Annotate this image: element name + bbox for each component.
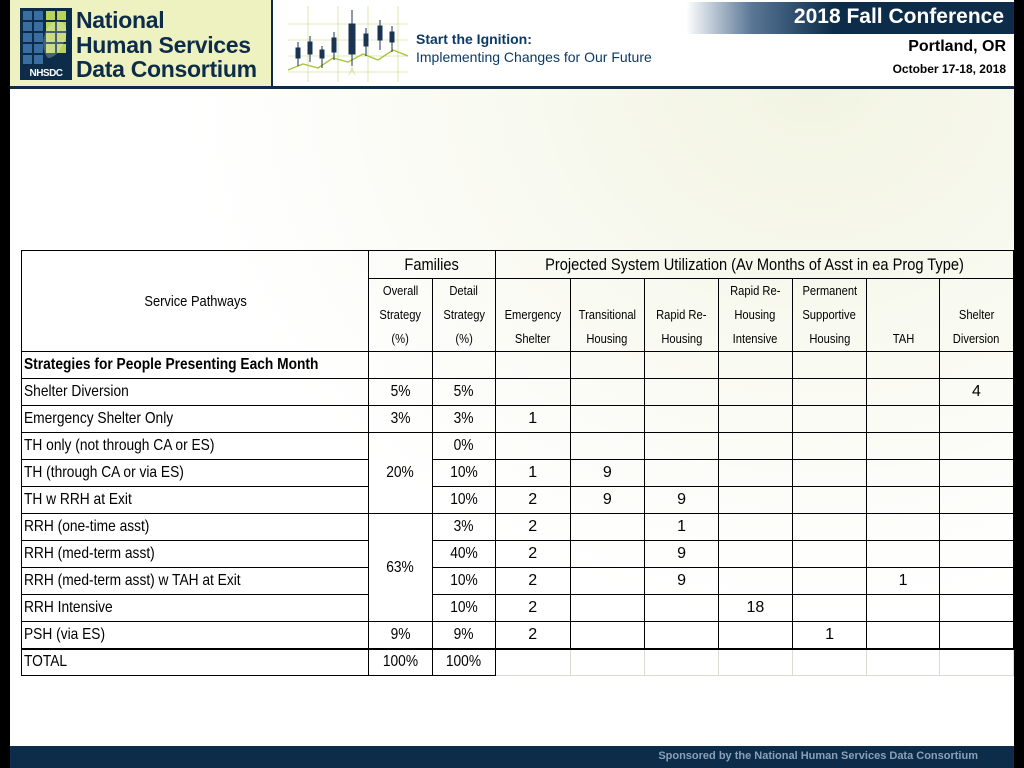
utilization-cell-sd (939, 541, 1013, 568)
utilization-cell-psh (792, 568, 866, 595)
utilization-cell-rrhi (718, 568, 792, 595)
table-row (22, 379, 1014, 406)
col-permanent-supportive-housing: Permanent Supportive Housing (792, 279, 866, 352)
utilization-cell-rrh (645, 406, 719, 433)
detail-strategy-cell: 10% (432, 568, 495, 595)
total-empty-cell (792, 649, 866, 676)
utilization-table (21, 250, 1014, 676)
utilization-cell-sd (939, 595, 1013, 622)
detail-strategy-cell: 10% (432, 460, 495, 487)
table-row (22, 487, 1014, 514)
utilization-cell-rrhi (718, 514, 792, 541)
utilization-cell-sd (939, 622, 1013, 649)
table-body (22, 352, 1014, 676)
families-header: Families (369, 251, 496, 279)
tagline-subtitle: Implementing Changes for Our Future (416, 49, 652, 65)
col-overall-strategy: Overall Strategy (%) (369, 279, 432, 352)
utilization-cell-tah (867, 433, 940, 460)
utilization-cell-tah (867, 379, 940, 406)
utilization-cell-th (570, 433, 645, 460)
utilization-cell-tah: 1 (867, 568, 940, 595)
table-row (22, 595, 1014, 622)
col-shelter-diversion: Shelter Diversion (939, 279, 1013, 352)
utilization-cell-th (570, 595, 645, 622)
utilization-cell-rrhi (718, 622, 792, 649)
total-empty-cell (495, 649, 570, 676)
utilization-cell-tah (867, 460, 940, 487)
section-label: Strategies for People Presenting Each Month (22, 352, 369, 379)
utilization-cell-sd (939, 487, 1013, 514)
utilization-cell-tah (867, 622, 940, 649)
utilization-cell-tah (867, 514, 940, 541)
section-row (22, 352, 1014, 379)
utilization-cell-tah (867, 595, 940, 622)
utilization-cell-psh (792, 379, 866, 406)
conference-city: Portland, OR (908, 38, 1006, 55)
slide (10, 0, 1014, 768)
tagline-title: Start the Ignition: (416, 31, 532, 47)
total-empty-cell (570, 649, 645, 676)
pathway-label: RRH Intensive (22, 595, 369, 622)
conference-title: 2018 Fall Conference (793, 5, 1004, 28)
utilization-cell-psh (792, 541, 866, 568)
utilization-cell-psh (792, 433, 866, 460)
detail-strategy-cell: 3% (432, 514, 495, 541)
pathway-label: TH (through CA or via ES) (22, 460, 369, 487)
utilization-cell-rrhi (718, 379, 792, 406)
detail-strategy-cell: 10% (432, 595, 495, 622)
pathway-label: RRH (med-term asst) (22, 541, 369, 568)
total-detail: 100% (432, 649, 495, 676)
col-tah: TAH (867, 279, 940, 352)
utilization-cell-rrh (645, 595, 719, 622)
detail-strategy-cell: 10% (432, 487, 495, 514)
utilization-cell-th (570, 541, 645, 568)
pathway-label: RRH (med-term asst) w TAH at Exit (22, 568, 369, 595)
overall-strategy-cell: 5% (369, 379, 432, 406)
utilization-cell-es: 1 (495, 406, 570, 433)
logo-line-2: Human Services (76, 31, 251, 58)
detail-strategy-cell: 5% (432, 379, 495, 406)
col-rapid-rehousing: Rapid Re- Housing (645, 279, 719, 352)
pathway-label: Emergency Shelter Only (22, 406, 369, 433)
total-overall: 100% (369, 649, 432, 676)
header-divider (10, 86, 1014, 89)
logo-line-1: National (76, 7, 165, 33)
utilization-cell-rrh: 9 (645, 487, 719, 514)
total-label: TOTAL (22, 649, 369, 676)
utilization-cell-rrhi: 18 (718, 595, 792, 622)
utilization-cell-sd (939, 433, 1013, 460)
pathway-label: PSH (via ES) (22, 622, 369, 649)
utilization-cell-es: 2 (495, 514, 570, 541)
utilization-cell-rrhi (718, 541, 792, 568)
pathway-header: Service Pathways (22, 251, 369, 352)
utilization-cell-sd (939, 406, 1013, 433)
col-rapid-rehousing-intensive: Rapid Re- Housing Intensive (718, 279, 792, 352)
utilization-cell-psh: 1 (792, 622, 866, 649)
logo-mark-caption: NHSDC (29, 68, 63, 79)
utilization-cell-psh (792, 406, 866, 433)
organization-name (76, 8, 272, 82)
table-row (22, 514, 1014, 541)
utilization-cell-th (570, 379, 645, 406)
col-transitional-housing: Transitional Housing (570, 279, 645, 352)
logo (10, 0, 273, 86)
col-emergency-shelter: Emergency Shelter (495, 279, 570, 352)
utilization-cell-sd (939, 514, 1013, 541)
overall-strategy-cell: 3% (369, 406, 432, 433)
tagline (416, 30, 652, 66)
utilization-cell-th: 9 (570, 460, 645, 487)
sponsor-text: Sponsored by the National Human Services Data Consortium (658, 750, 978, 762)
utilization-cell-rrh (645, 460, 719, 487)
utilization-cell-tah (867, 487, 940, 514)
total-empty-cell (867, 649, 940, 676)
utilization-cell-psh (792, 487, 866, 514)
utilization-cell-es (495, 379, 570, 406)
utilization-cell-psh (792, 595, 866, 622)
detail-strategy-cell: 0% (432, 433, 495, 460)
utilization-cell-rrhi (718, 460, 792, 487)
conference-banner (686, 2, 1014, 34)
utilization-cell-es: 2 (495, 595, 570, 622)
detail-strategy-cell: 40% (432, 541, 495, 568)
utilization-cell-th (570, 622, 645, 649)
service-pathways-table (21, 250, 1014, 676)
utilization-cell-sd: 4 (939, 379, 1013, 406)
utilization-cell-tah (867, 541, 940, 568)
table-row (22, 406, 1014, 433)
conference-dates: October 17-18, 2018 (892, 62, 1006, 76)
pathway-label: TH w RRH at Exit (22, 487, 369, 514)
utilization-cell-es: 2 (495, 568, 570, 595)
utilization-cell-sd (939, 460, 1013, 487)
total-empty-cell (645, 649, 719, 676)
table-row (22, 433, 1014, 460)
utilization-cell-rrh (645, 433, 719, 460)
utilization-cell-es: 1 (495, 460, 570, 487)
candlestick-graphic-icon (288, 6, 408, 82)
utilization-cell-rrh (645, 379, 719, 406)
overall-strategy-cell: 9% (369, 622, 432, 649)
utilization-cell-th: 9 (570, 487, 645, 514)
total-empty-cell (718, 649, 792, 676)
utilization-cell-rrh: 1 (645, 514, 719, 541)
utilization-cell-es: 2 (495, 622, 570, 649)
utilization-cell-tah (867, 406, 940, 433)
utilization-cell-th (570, 406, 645, 433)
utilization-cell-es: 2 (495, 541, 570, 568)
pathway-label: TH only (not through CA or ES) (22, 433, 369, 460)
utilization-cell-psh (792, 514, 866, 541)
table-row (22, 622, 1014, 649)
utilization-cell-th (570, 514, 645, 541)
utilization-cell-rrh: 9 (645, 541, 719, 568)
detail-strategy-cell: 3% (432, 406, 495, 433)
utilization-cell-psh (792, 460, 866, 487)
utilization-cell-es: 2 (495, 487, 570, 514)
table-row (22, 568, 1014, 595)
utilization-cell-rrhi (718, 406, 792, 433)
total-row (22, 649, 1014, 676)
footer (10, 746, 1014, 768)
utilization-cell-rrh: 9 (645, 568, 719, 595)
projected-utilization-header: Projected System Utilization (Av Months of Asst in ea Prog Type) (495, 251, 1013, 279)
table-row (22, 541, 1014, 568)
utilization-cell-rrhi (718, 433, 792, 460)
overall-strategy-cell: 20% (369, 433, 432, 514)
logo-line-3: Data Consortium (76, 56, 257, 82)
total-empty-cell (939, 649, 1013, 676)
utilization-cell-rrh (645, 622, 719, 649)
utilization-cell-rrhi (718, 487, 792, 514)
header (10, 0, 1014, 88)
overall-strategy-cell: 63% (369, 514, 432, 622)
pathway-label: RRH (one-time asst) (22, 514, 369, 541)
pathway-label: Shelter Diversion (22, 379, 369, 406)
detail-strategy-cell: 9% (432, 622, 495, 649)
utilization-cell-th (570, 568, 645, 595)
utilization-cell-es (495, 433, 570, 460)
table-row (22, 460, 1014, 487)
col-detail-strategy: Detail Strategy (%) (432, 279, 495, 352)
utilization-cell-sd (939, 568, 1013, 595)
